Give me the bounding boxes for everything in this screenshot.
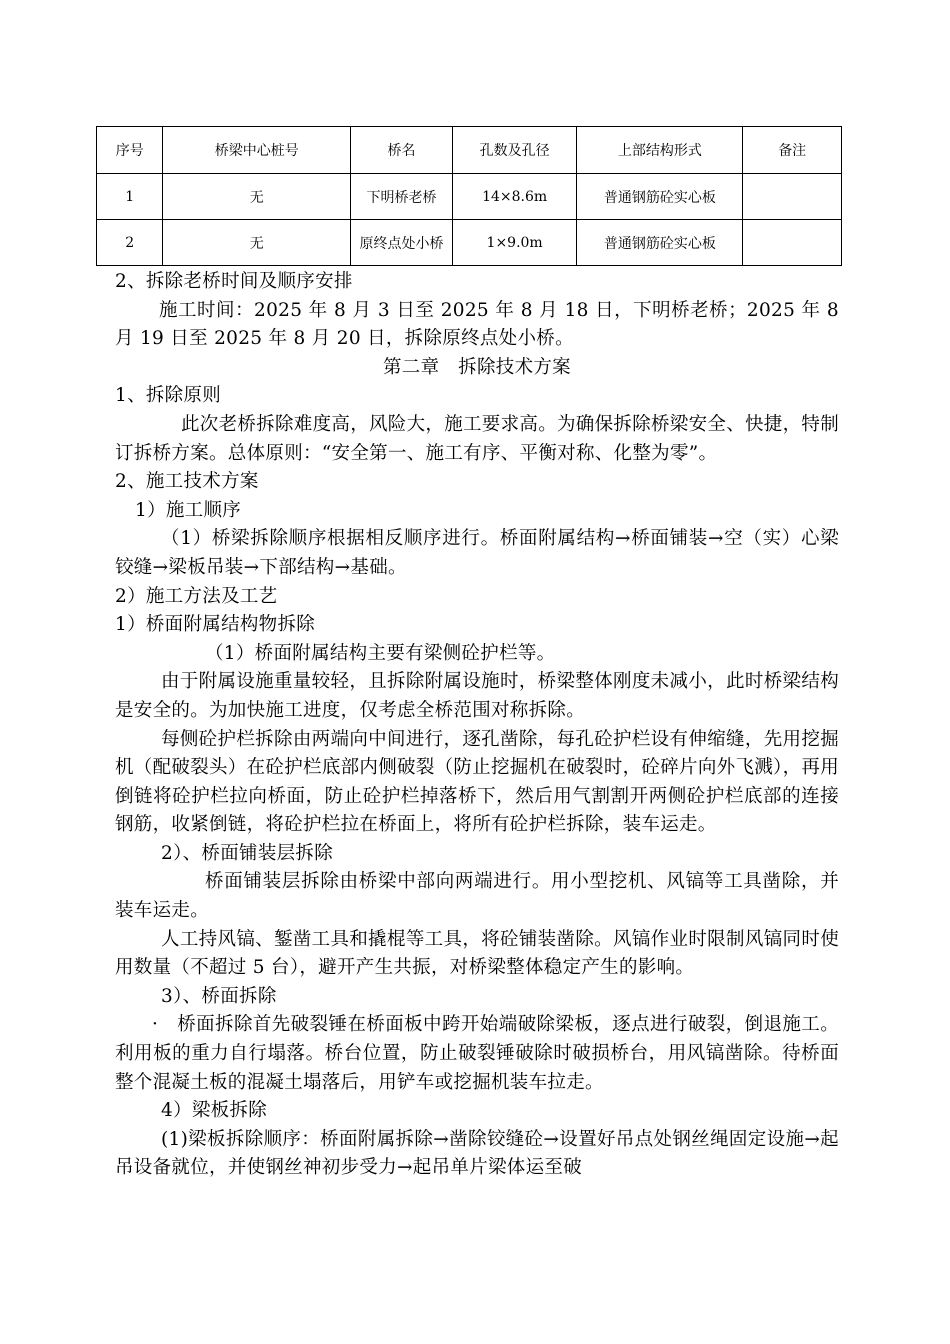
paragraph: （1）桥梁拆除顺序根据相反顺序进行。桥面附属结构→桥面铺装→空（实）心梁铰缝→梁板吊装→下部结构→基础。 [115, 528, 839, 578]
paragraph: 此次老桥拆除难度高，风险大，施工要求高。为确保拆除桥梁安全、快捷，特制订拆桥方案。总体原则：“安全第一、施工有序、平衡对称、化整为零”。 [115, 413, 840, 464]
table-cell: 原终点处小桥 [351, 220, 453, 266]
chapter-title: 第二章 拆除技术方案 [382, 356, 571, 378]
table-cell: 14×8.6m [452, 174, 577, 220]
table-cell: 普通钢筋砼实心板 [577, 174, 743, 220]
subsection-heading: 2）、桥面铺装层拆除 [161, 842, 334, 864]
table-header-cell: 桥名 [351, 127, 453, 174]
table-cell [743, 174, 842, 220]
table-header-cell: 孔数及孔径 [452, 127, 577, 174]
table-header-cell: 上部结构形式 [577, 127, 743, 174]
section-heading: 2、拆除老桥时间及顺序安排 [115, 271, 353, 292]
subsection-heading: 1）桥面附属结构物拆除 [115, 614, 316, 636]
table-header-row [97, 127, 842, 174]
table-cell: 下明桥老桥 [351, 174, 453, 220]
paragraph: · 桥面拆除首先破裂锤在桥面板中跨开始端破除梁板，逐点进行破裂，倒退施工。利用板的重力自行塌落。桥台位置，防止破裂锤破除时破损桥台，用风镐凿除。待桥面整个混凝土板的混凝土塌落后，用铲车或挖掘机装车拉走。 [115, 1014, 839, 1093]
section-heading: 2、施工技术方案 [115, 471, 259, 493]
paragraph: （1）桥面附属结构主要有梁侧砼护栏等。 [205, 642, 556, 664]
table-cell: 1 [97, 174, 163, 220]
paragraph: 人工持风镐、錾凿工具和撬棍等工具，将砼铺装凿除。风镐作业时限制风镐同时使用数量（不超过 5 台），避开产生共振，对桥梁整体稳定产生的影响。 [115, 928, 839, 979]
table-cell: 无 [163, 174, 351, 220]
bridge-table [96, 126, 842, 266]
paragraph: (1)梁板拆除顺序：桥面附属拆除→凿除铰缝砼→设置好吊点处钢丝绳固定设施→起吊设备就位，并使钢丝神初步受力→起吊单片梁体运至破 [115, 1128, 839, 1179]
table-cell [743, 220, 842, 266]
document-body [115, 268, 839, 1183]
subsection-heading: 3）、桥面拆除 [161, 985, 277, 1007]
table-header-cell: 桥梁中心桩号 [163, 127, 351, 174]
table-row [97, 174, 842, 220]
subsection-heading: 1）施工顺序 [135, 499, 242, 521]
paragraph: 施工时间：2025 年 8 月 3 日至 2025 年 8 月 18 日，下明桥老桥；2025 年 8 月 19 日至 2025 年 8 月 20 日，拆除原终点处小桥。 [115, 299, 839, 350]
paragraph: 桥面铺装层拆除由桥梁中部向两端进行。用小型挖机、风镐等工具凿除，并装车运走。 [115, 871, 839, 922]
table-cell: 无 [163, 220, 351, 266]
table-cell: 2 [97, 220, 163, 266]
table-header-cell: 备注 [743, 127, 842, 174]
table-cell: 1×9.0m [452, 220, 577, 266]
table-row [97, 220, 842, 266]
paragraph: 每侧砼护栏拆除由两端向中间进行，逐孔凿除，每孔砼护栏设有伸缩缝，先用挖掘机（配破裂头）在砼护栏底部内侧破裂（防止挖掘机在破裂时，砼碎片向外飞溅），再用倒链将砼护栏拉向桥面，防止砼护栏掉落桥下，然后用气割割开两侧砼护栏底部的连接钢筋，收紧倒链，将砼护栏拉在桥面上，将所有砼护栏拆除，装车运走。 [115, 728, 839, 836]
paragraph: 由于附属设施重量较轻，且拆除附属设施时，桥梁整体刚度未减小，此时桥梁结构是安全的。为加快施工进度，仅考虑全桥范围对称拆除。 [115, 671, 839, 721]
subsection-heading: 2）施工方法及工艺 [115, 585, 278, 607]
subsection-heading: 4）梁板拆除 [161, 1100, 268, 1122]
table-header-cell: 序号 [97, 127, 163, 174]
table-cell: 普通钢筋砼实心板 [577, 220, 743, 266]
section-heading: 1、拆除原则 [115, 385, 222, 407]
